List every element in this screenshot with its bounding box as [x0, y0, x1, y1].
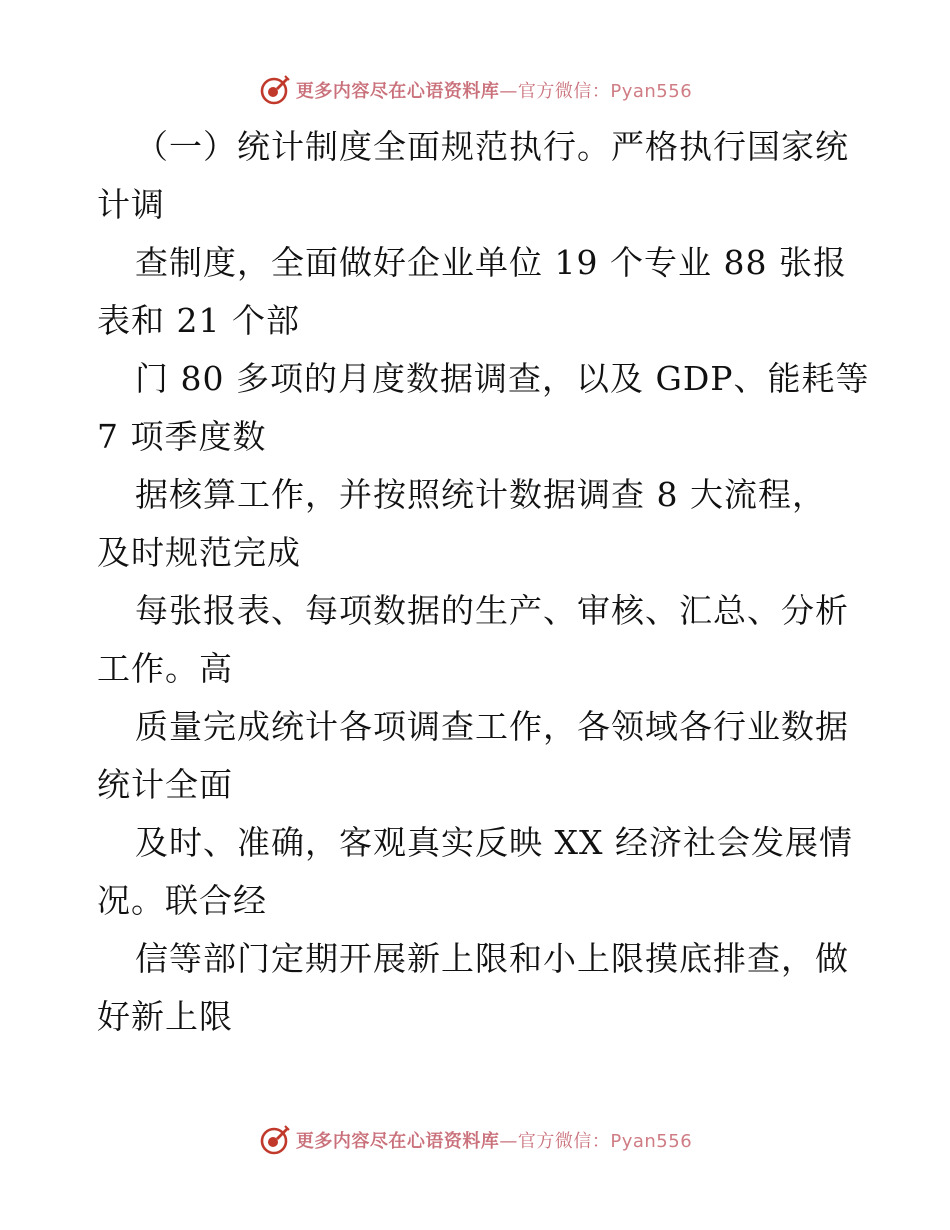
banner-wechat-label: 官方微信： — [517, 1131, 611, 1152]
text-line: 门 80 多项的月度数据调查，以及 GDP、能耗等 — [135, 359, 870, 398]
text-line: （一）统计制度全面规范执行。严格执行国家统 — [135, 127, 849, 166]
banner-wechat-label: 官方微信： — [517, 81, 611, 102]
text-line: 每张报表、每项数据的生产、审核、汇总、分析 — [135, 591, 849, 630]
banner-main-text: 更多内容尽在心语资料库 — [295, 1131, 500, 1152]
text-line: 查制度，全面做好企业单位 19 个专业 88 张报 — [135, 243, 847, 282]
banner-dash: — — [499, 81, 518, 102]
banner-wechat-id: Pyan556 — [610, 1131, 693, 1152]
brand-logo-icon — [258, 74, 290, 106]
banner-dash: — — [499, 1131, 518, 1152]
text-line: 好新上限 — [97, 997, 233, 1036]
text-line: 及时规范完成 — [97, 533, 301, 572]
banner-wechat-id: Pyan556 — [610, 81, 693, 102]
text-line: 况。联合经 — [97, 881, 267, 920]
text-line: 计调 — [97, 185, 165, 224]
text-line: 据核算工作，并按照统计数据调查 8 大流程， — [135, 475, 826, 514]
text-line: 表和 21 个部 — [97, 301, 300, 340]
banner-text — [296, 77, 692, 103]
text-line: 统计全面 — [97, 765, 233, 804]
banner-text — [296, 1127, 692, 1153]
footer-banner — [0, 1120, 950, 1160]
header-banner — [0, 70, 950, 110]
brand-logo-icon — [258, 1124, 290, 1156]
text-line: 信等部门定期开展新上限和小上限摸底排查，做 — [135, 939, 849, 978]
document-body — [97, 118, 870, 1046]
text-line: 7 项季度数 — [97, 417, 267, 456]
text-line: 质量完成统计各项调查工作，各领域各行业数据 — [135, 707, 849, 746]
text-line: 及时、准确，客观真实反映 XX 经济社会发展情 — [135, 823, 853, 862]
banner-main-text: 更多内容尽在心语资料库 — [295, 81, 500, 102]
text-line: 工作。高 — [97, 649, 233, 688]
